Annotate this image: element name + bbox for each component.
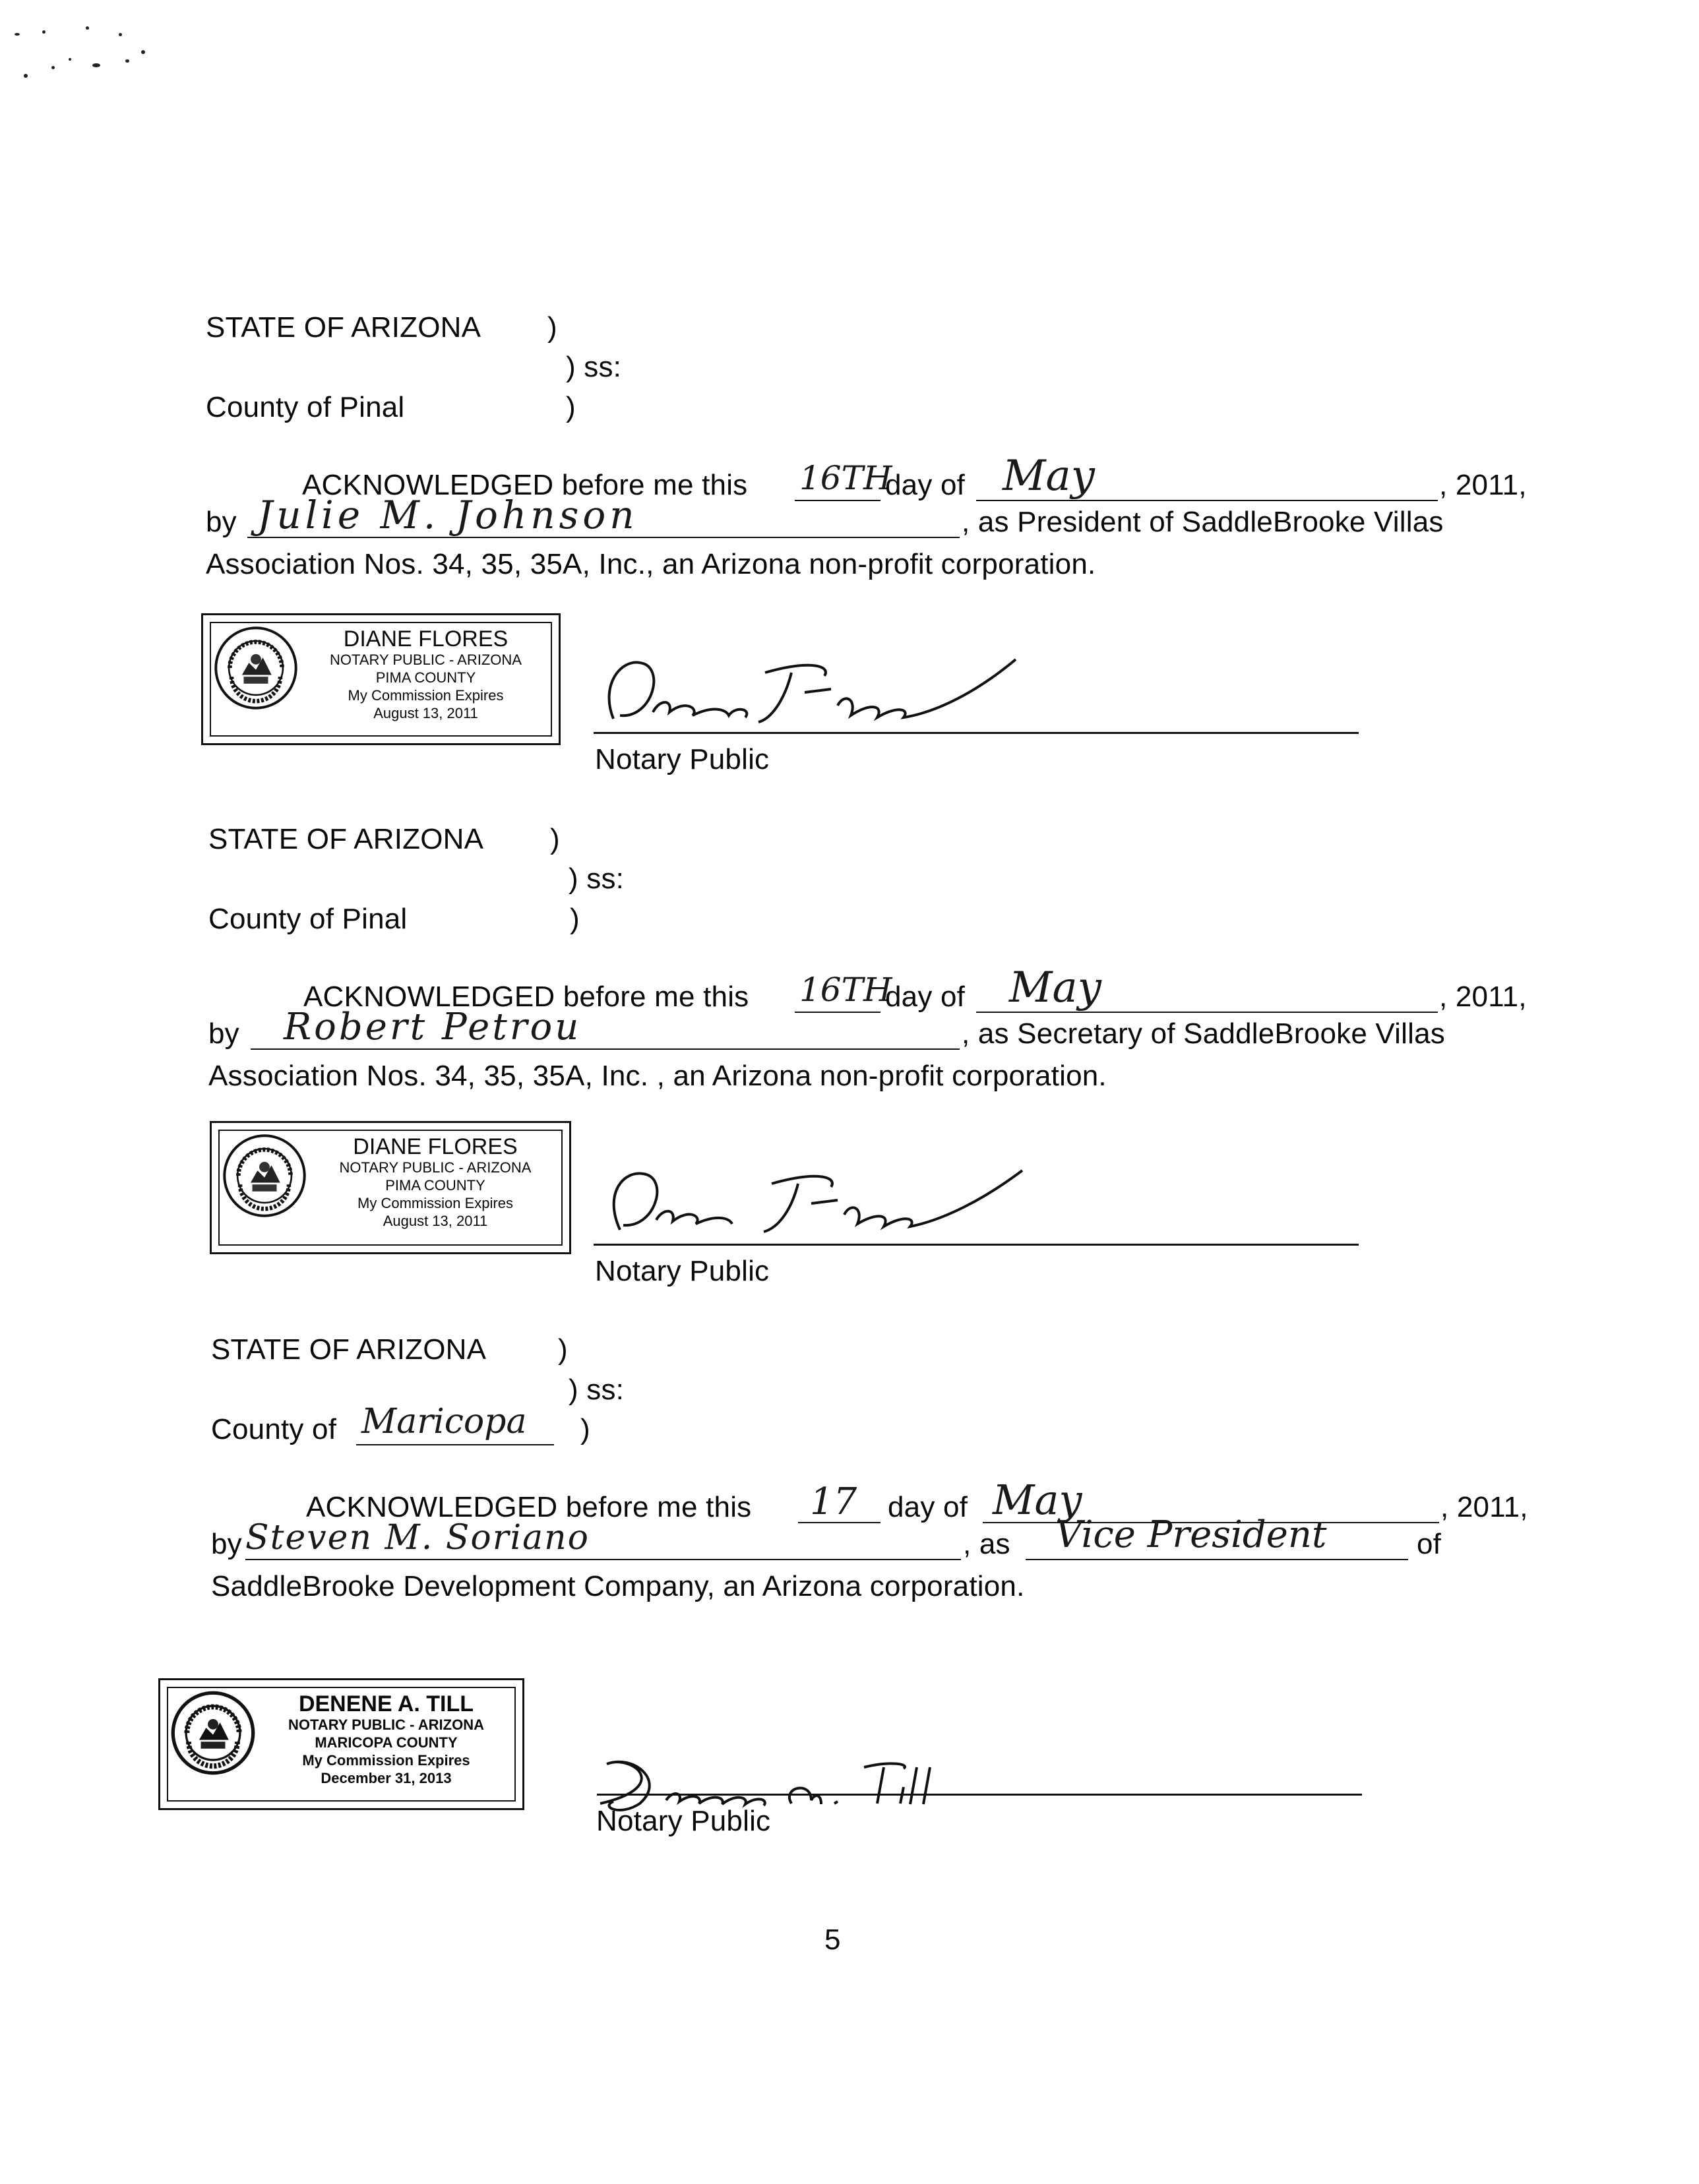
stamp-commission-date: August 13, 2011 [373,705,478,721]
notary-signature [594,646,1055,739]
year-text: , 2011, [1440,1491,1528,1523]
signature-line [594,732,1359,734]
month-underline [976,1012,1438,1013]
signature-label: Notary Public [595,1255,770,1287]
venue-paren: ) [550,823,560,855]
as-title-underline [1026,1559,1408,1560]
by-name-underline [251,1048,960,1050]
day-handwritten: 16TH [799,971,892,1009]
venue-paren: ) [570,903,580,935]
state-line: STATE OF ARIZONA [208,823,484,855]
month-handwritten: May [993,1476,1082,1524]
day-of-text: day of [885,469,966,501]
by-name-underline [247,537,960,538]
venue-paren: ) [566,391,576,423]
stamp-county: PIMA COUNTY [385,1177,485,1194]
acknowledged-text: ACKNOWLEDGED before me this [303,981,749,1013]
great-seal-of-arizona-icon [212,624,299,712]
ss-label: ) ss: [569,863,625,895]
of-text: of [1417,1528,1442,1560]
day-handwritten: 16TH [799,459,892,497]
stamp-notary-name: DENENE A. TILL [298,1691,474,1716]
stamp-title: NOTARY PUBLIC - ARIZONA [330,652,522,668]
by-name-handwritten: Robert Petrou [284,1006,582,1048]
by-name-underline [245,1559,961,1560]
county-line: County of Pinal [206,391,405,423]
county-underline [356,1444,554,1445]
signature-line [597,1794,1362,1796]
great-seal-of-arizona-icon [221,1132,308,1219]
ss-label: ) ss: [566,351,622,383]
venue-paren: ) [558,1333,568,1366]
signature-line [594,1244,1359,1246]
day-underline [795,500,880,501]
stamp-commission-date: August 13, 2011 [383,1213,488,1229]
stamp-notary-name: DIANE FLORES [353,1134,518,1159]
stamp-title: NOTARY PUBLIC - ARIZONA [288,1716,484,1733]
stamp-title: NOTARY PUBLIC - ARIZONA [339,1159,532,1176]
entity-line: SaddleBrooke Development Company, an Arizona corporation. [211,1570,1025,1602]
ss-label: ) ss: [569,1374,625,1406]
day-of-text: day of [888,1491,968,1523]
year-text: , 2011, [1439,981,1527,1013]
day-underline [798,1522,880,1523]
year-text: , 2011, [1439,469,1527,501]
as-title-text: , as President of SaddleBrooke Villas [962,506,1444,538]
entity-line: Association Nos. 34, 35, 35A, Inc. , an Arizona non-profit corporation. [208,1060,1107,1092]
day-handwritten: 17 [810,1480,857,1523]
by-label: by [206,506,237,538]
month-underline [976,500,1438,501]
venue-paren: ) [580,1413,590,1445]
month-handwritten: May [1009,963,1101,1012]
page-number: 5 [824,1924,841,1956]
stamp-commission-label: My Commission Expires [348,687,504,704]
acknowledged-text: ACKNOWLEDGED before me this [302,469,748,501]
notary-signature [594,1154,1055,1246]
notary-stamp [158,1678,524,1810]
stamp-commission-date: December 31, 2013 [321,1770,452,1786]
signature-label: Notary Public [595,743,770,775]
venue-paren: ) [547,311,557,344]
month-handwritten: May [1003,452,1095,501]
by-name-handwritten: Steven M. Soriano [245,1518,590,1558]
county-line: County of Pinal [208,903,408,935]
as-title-text: , as Secretary of SaddleBrooke Villas [962,1017,1445,1050]
signature-label: Notary Public [596,1805,771,1837]
acknowledged-text: ACKNOWLEDGED before me this [306,1491,752,1523]
county-handwritten: Maricopa [361,1402,527,1441]
stamp-county: MARICOPA COUNTY [315,1734,458,1751]
entity-line: Association Nos. 34, 35, 35A, Inc., an Arizona non-profit corporation. [206,548,1096,580]
stamp-county: PIMA COUNTY [375,669,476,686]
stamp-commission-label: My Commission Expires [357,1195,513,1211]
by-label: by [211,1528,242,1560]
county-line: County of [211,1413,337,1445]
notary-stamp [201,613,561,745]
as-title-handwritten: Vice President [1055,1513,1327,1556]
day-of-text: day of [885,981,966,1013]
state-line: STATE OF ARIZONA [211,1333,487,1366]
day-underline [795,1012,880,1013]
by-name-handwritten: Julie M. Johnson [257,493,638,537]
great-seal-of-arizona-icon [170,1689,257,1776]
as-title-text: , as [963,1528,1010,1560]
state-line: STATE OF ARIZONA [206,311,481,344]
by-label: by [208,1017,239,1050]
stamp-commission-label: My Commission Expires [302,1752,470,1769]
stamp-notary-name: DIANE FLORES [343,626,509,652]
notary-stamp [210,1121,571,1254]
